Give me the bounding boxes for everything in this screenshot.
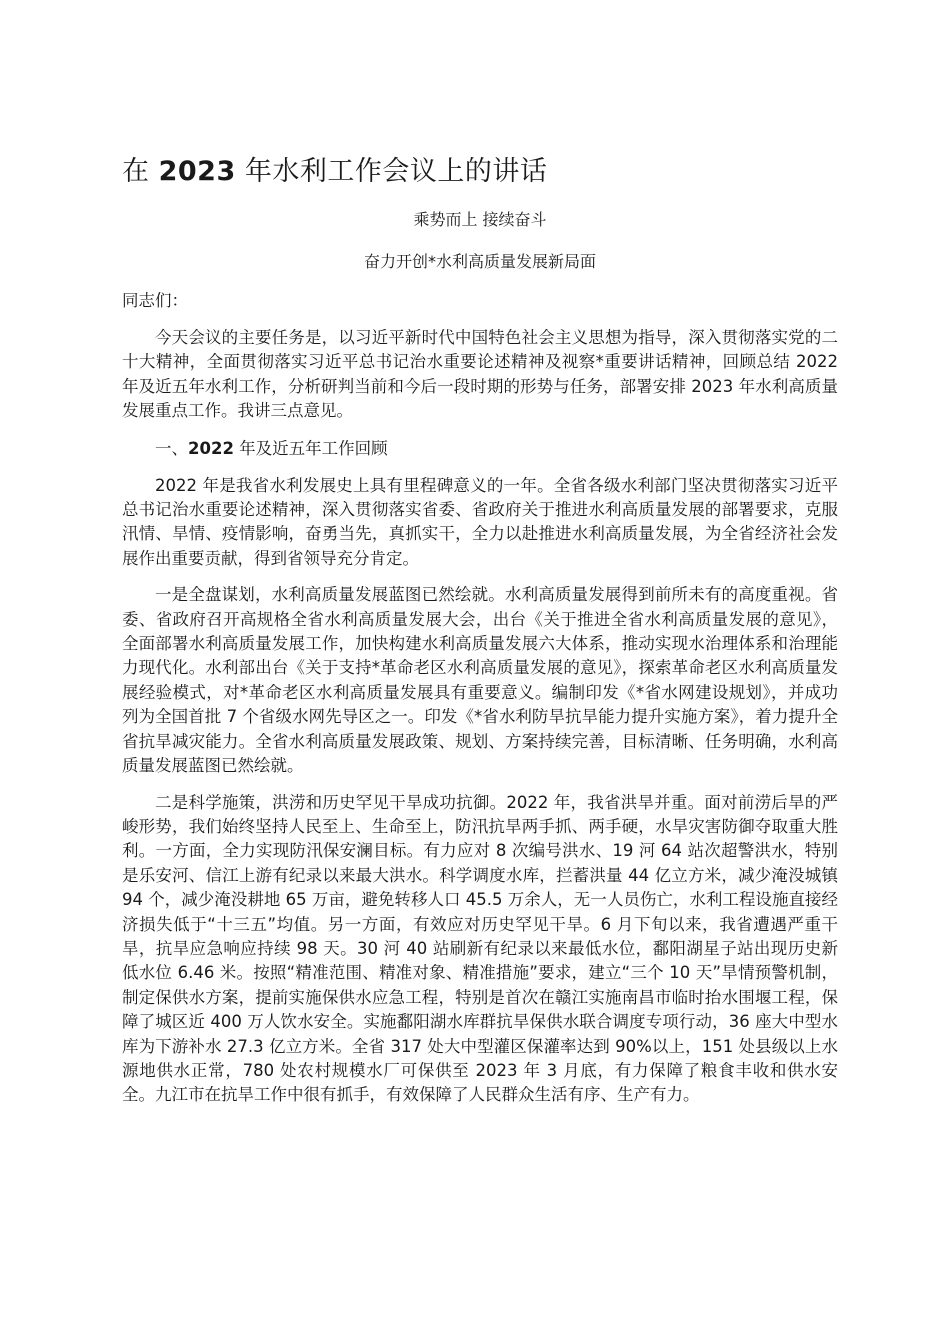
salutation: 同志们：	[122, 291, 188, 310]
title-suffix: 年水利工作会议上的讲话	[235, 156, 548, 187]
paragraph-3: 二是科学施策，洪涝和历史罕见干旱成功抗御。2022 年，我省洪旱并重。面对前涝后旱的严峻形势，我们始终坚持人民至上、生命至上，防汛抗旱两手抓、两手硬，水旱灾害防御夺取重大胜利。一方面，全力实现防汛保安澜目标。有力应对 8 次编号洪水、19 河 64 站次超警洪水，特别是乐安河、信江上游有纪录以来最大洪水。科学调度水库，拦蓄洪量 44 亿立方米，减少淹没城镇 94 个，减少淹没耕地 65 万亩，避免转移人口 45.5 万余人，无一人员伤亡，水利工程设施直接经济损失低于“十三五”均值。另一方面，有效应对历史罕见干旱。6 月下旬以来，我省遭遇严重干旱，抗旱应急响应持续 98 天。30 河 40 站刷新有纪录以来最低水位，鄱阳湖星子站出现历史新低水位 6.46 米。按照“精准范围、精准对象、精准措施”要求，建立“三个 10 天”旱情预警机制，制定保供水方案，提前实施保供水应急工程，特别是首次在赣江实施南昌市临时抬水围堰工程，保障了城区近 400 万人饮水安全。实施鄱阳湖水库群抗旱保供水联合调度专项行动，36 座大中型水库为下游补水 27.3 亿立方米。全省 317 处大中型灌区保灌率达到 90%以上，151 处县级以上水源地供水正常，780 处农村规模水厂可保供至 2023 年 3 月底，有力保障了粮食丰收和供水安全。九江市在抗旱工作中很有抓手，有效保障了人民群众生活有序、生产有力。	[122, 792, 838, 1105]
intro-paragraph: 今天会议的主要任务是，以习近平新时代中国特色社会主义思想为指导，深入贯彻落实党的二十大精神，全面贯彻落实习近平总书记治水重要论述精神及视察*重要讲话精神，回顾总结 2022 年及近五年水利工作，分析研判当前和今后一段时期的形势与任务，部署安排 2023 年水利高质量发展重点工作。我讲三点意见。	[122, 328, 838, 421]
title-year: 2023	[158, 156, 236, 187]
section-heading-1	[122, 436, 838, 462]
section-heading-prefix: 一、	[155, 438, 188, 458]
subtitle-1: 乘势而上 接续奋斗	[413, 210, 547, 229]
subtitle-2: 奋力开创*水利高质量发展新局面	[363, 252, 596, 271]
document-page	[122, 150, 838, 1120]
paragraph-2: 一是全盘谋划，水利高质量发展蓝图已然绘就。水利高质量发展得到前所未有的高度重视。省委、省政府召开高规格全省水利高质量发展大会，出台《关于推进全省水利高质量发展的意见》，全面部署水利高质量发展工作，加快构建水利高质量发展六大体系，推动实现水治理体系和治理能力现代化。水利部出台《关于支持*革命老区水利高质量发展的意见》，探索革命老区水利高质量发展经验模式，对*革命老区水利高质量发展具有重要意义。编制印发《*省水网建设规划》，并成功列为全国首批 7 个省级水网先导区之一。印发《*省水利防旱抗旱能力提升实施方案》，着力提升全省抗旱减灾能力。全省水利高质量发展政策、规划、方案持续完善，目标清晰、任务明确，水利高质量发展蓝图已然绘就。	[122, 585, 838, 776]
document-title	[122, 150, 838, 194]
section-heading-year: 2022	[188, 438, 234, 458]
title-prefix: 在	[122, 156, 159, 187]
paragraph-1: 2022 年是我省水利发展史上具有里程碑意义的一年。全省各级水利部门坚决贯彻落实习近平总书记治水重要论述精神，深入贯彻落实省委、省政府关于推进水利高质量发展的部署要求，克服汛情、旱情、疫情影响，奋勇当先，真抓实干，全力以赴推进水利高质量发展，为全省经济社会发展作出重要贡献，得到省领导充分肯定。	[122, 475, 838, 568]
section-heading-suffix: 年及近五年工作回顾	[233, 438, 388, 458]
